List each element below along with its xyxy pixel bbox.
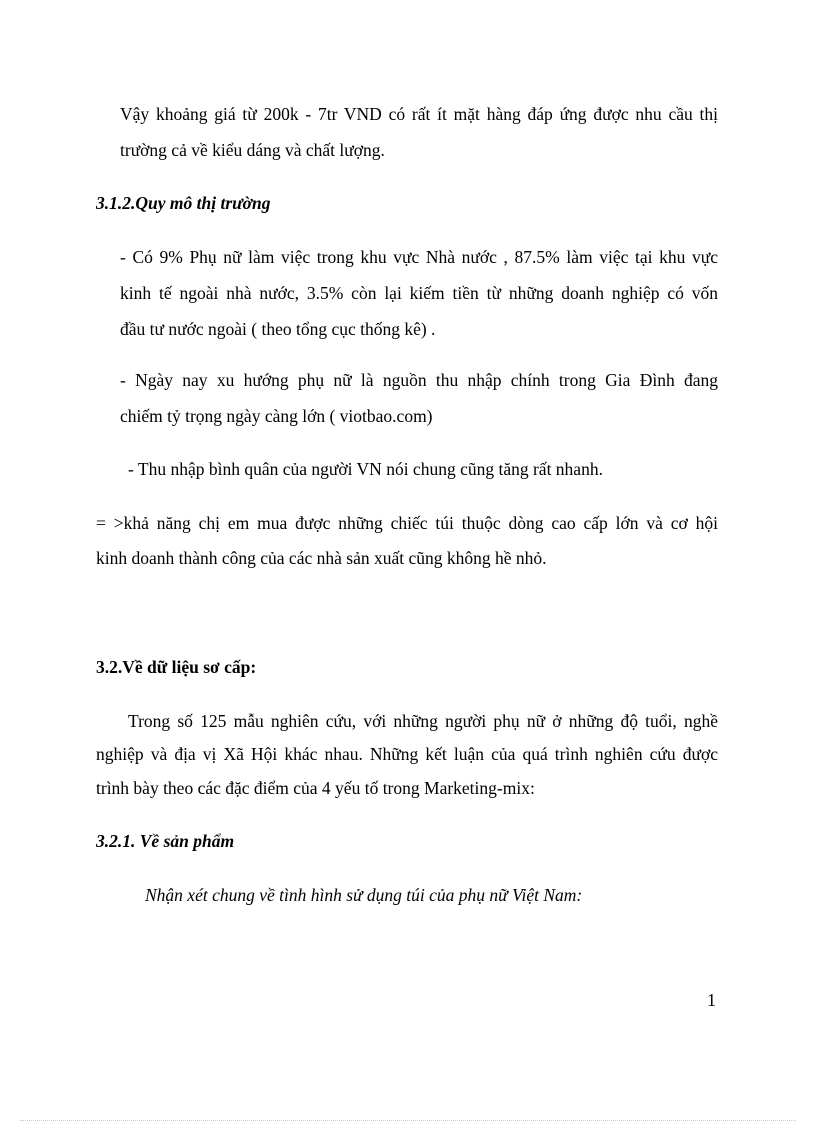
- page-number: 1: [707, 990, 716, 1010]
- trend-paragraph-line-2: chiếm tỷ trọng ngày càng lớn ( viotbao.com): [120, 406, 433, 426]
- section-heading-3-2-1: 3.2.1. Về sản phẩm: [96, 831, 235, 851]
- remark-line: Nhận xét chung về tình hình sử dụng túi của phụ nữ Việt Nam:: [145, 885, 583, 905]
- section-heading-3-1-2: 3.1.2.Quy mô thị trường: [96, 193, 271, 213]
- trend-paragraph-line-1: - Ngày nay xu hướng phụ nữ là nguồn thu nhập chính trong Gia Đình đang: [120, 370, 718, 390]
- survey-paragraph-line-2: nghiệp và địa vị Xã Hội khác nhau. Những kết luận của quá trình nghiên cứu được: [96, 744, 718, 764]
- price-paragraph-line-2: trường cả về kiểu dáng và chất lượng.: [120, 140, 385, 160]
- stat-paragraph-line-1: - Có 9% Phụ nữ làm việc trong khu vực Nhà nước , 87.5% làm việc tại khu vực: [120, 247, 718, 267]
- survey-paragraph-line-1: Trong số 125 mẫu nghiên cứu, với những người phụ nữ ở những độ tuổi, nghề: [128, 711, 718, 731]
- stat-paragraph-line-3: đầu tư nước ngoài ( theo tổng cục thống kê) .: [120, 319, 436, 339]
- section-heading-3-2: 3.2.Về dữ liệu sơ cấp:: [96, 657, 257, 677]
- survey-paragraph-line-3: trình bày theo các đặc điểm của 4 yếu tố trong Marketing-mix:: [96, 778, 535, 798]
- conclusion-line-1: = >khả năng chị em mua được những chiếc túi thuộc dòng cao cấp lớn và cơ hội: [96, 513, 718, 533]
- price-paragraph-line-1: Vậy khoảng giá từ 200k - 7tr VND có rất ít mặt hàng đáp ứng được nhu cầu thị: [120, 104, 718, 124]
- conclusion-line-2: kinh doanh thành công của các nhà sản xuất cũng không hề nhỏ.: [96, 548, 547, 568]
- stat-paragraph-line-2: kinh tế ngoài nhà nước, 3.5% còn lại kiếm tiền từ những doanh nghiệp có vốn: [120, 283, 718, 303]
- page-bottom-divider: [20, 1120, 796, 1121]
- income-paragraph: - Thu nhập bình quân của người VN nói chung cũng tăng rất nhanh.: [128, 459, 603, 479]
